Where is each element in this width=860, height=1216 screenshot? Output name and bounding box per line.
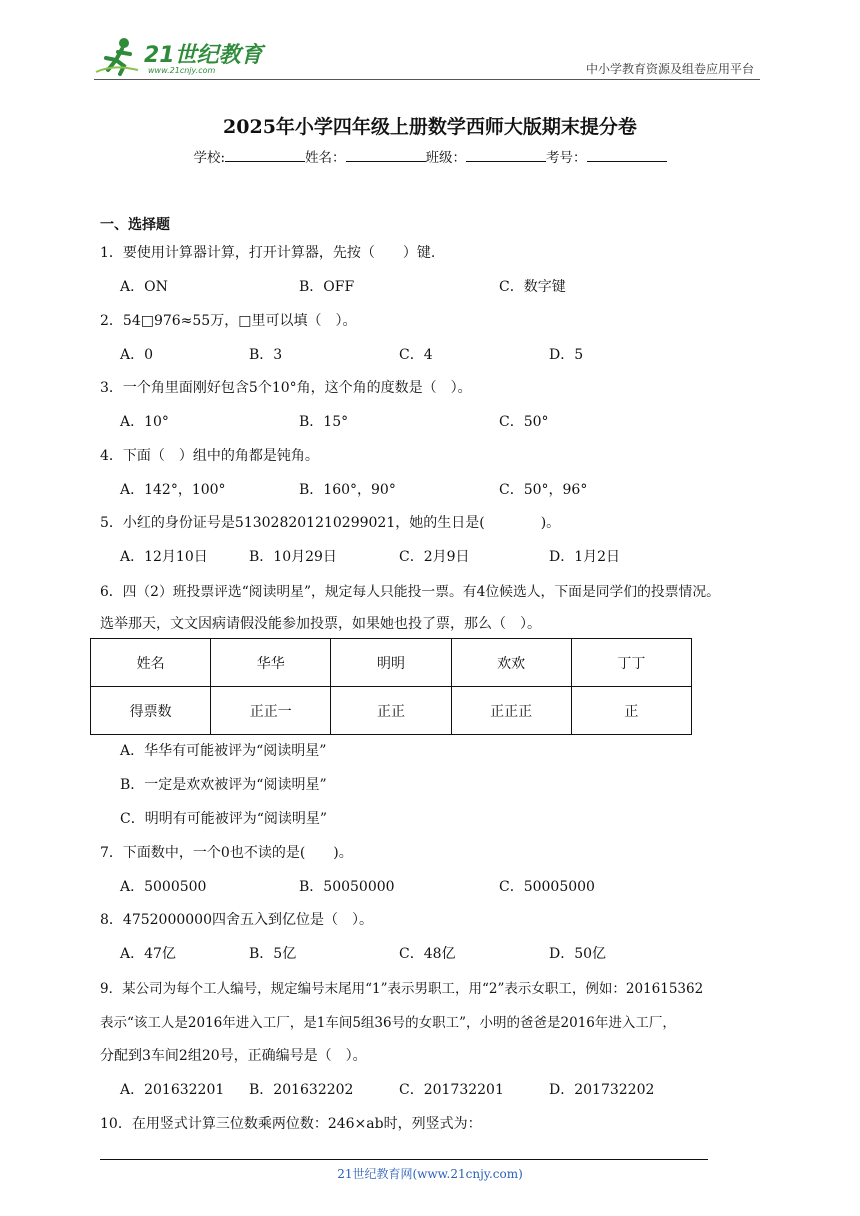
q3-option-c[interactable]: C．50° — [499, 414, 549, 430]
q9-option-d[interactable]: D．201732202 — [549, 1082, 655, 1098]
q4-option-a[interactable]: A．142°，100° — [120, 482, 226, 498]
q2-option-a[interactable]: A．0 — [120, 347, 154, 363]
table-cell: 姓名 — [91, 639, 211, 687]
school-blank[interactable] — [225, 149, 305, 162]
table-cell: 正 — [571, 687, 691, 735]
q4-option-c[interactable]: C．50°，96° — [499, 482, 588, 498]
q5-option-c[interactable]: C．2月9日 — [399, 549, 470, 565]
q8-option-d[interactable]: D．50亿 — [549, 946, 607, 962]
footer-divider — [100, 1159, 708, 1160]
question-4: 4．下面（ ）组中的角都是钝角。 — [100, 448, 319, 464]
table-row — [91, 639, 692, 687]
question-9: 9．某公司为每个工人编号，规定编号末尾用“1”表示男职工，用“2”表示女职工，例如：201615362 — [100, 981, 704, 997]
q7-option-b[interactable]: B．50050000 — [299, 879, 395, 895]
q1-option-c[interactable]: C．数字键 — [499, 279, 566, 295]
class-blank[interactable] — [466, 149, 546, 162]
section-heading: 一、选择题 — [100, 217, 170, 233]
q6-option-b[interactable]: B．一定是欢欢被评为“阅读明星” — [120, 777, 327, 793]
question-5: 5．小红的身份证号是513028201210299021，她的生日是( )。 — [100, 515, 561, 531]
q3-option-a[interactable]: A．10° — [120, 414, 169, 430]
q9-option-b[interactable]: B．201632202 — [249, 1082, 354, 1098]
q4-option-b[interactable]: B．160°，90° — [299, 482, 396, 498]
table-cell: 明明 — [331, 639, 451, 687]
exam-no-label: 考号： — [546, 150, 587, 166]
q2-option-d[interactable]: D．5 — [549, 347, 584, 363]
q7-option-c[interactable]: C．50005000 — [499, 879, 595, 895]
page-title: 2025年小学四年级上册数学西师大版期末提分卷 — [223, 116, 637, 138]
table-cell: 正正 — [331, 687, 451, 735]
question-10: 10．在用竖式计算三位数乘两位数：246×ab时，列竖式为： — [100, 1116, 482, 1132]
q1-option-a[interactable]: A．ON — [120, 279, 168, 295]
q8-option-c[interactable]: C．48亿 — [399, 946, 456, 962]
student-info — [0, 146, 860, 166]
platform-name: 中小学教育资源及组卷应用平台 — [585, 62, 754, 76]
question-7: 7．下面数中，一个0也不读的是( )。 — [100, 845, 353, 861]
q6-option-a[interactable]: A．华华有可能被评为“阅读明星” — [120, 743, 327, 759]
question-9-line-3: 分配到3车间2组20号，正确编号是（ ）。 — [100, 1048, 367, 1064]
question-2: 2．54□976≈55万，□里可以填（ ）。 — [100, 313, 357, 329]
exam-no-blank[interactable] — [587, 149, 667, 162]
footer-link[interactable]: 21世纪教育网(www.21cnjy.com) — [337, 1167, 523, 1181]
vote-table — [90, 638, 692, 735]
table-row — [91, 687, 692, 735]
name-label: 姓名： — [305, 150, 346, 166]
q5-option-d[interactable]: D．1月2日 — [549, 549, 621, 565]
school-label: 学校: — [193, 150, 226, 166]
question-6-line-2: 选举那天，文文因病请假没能参加投票，如果她也投了票，那么（ ）。 — [100, 616, 541, 632]
q5-option-a[interactable]: A．12月10日 — [120, 549, 208, 565]
q8-option-a[interactable]: A．47亿 — [120, 946, 176, 962]
table-cell: 正正一 — [211, 687, 331, 735]
question-9-line-2: 表示“该工人是2016年进入工厂，是1车间5组36号的女职工”，小明的爸爸是2016年进入工厂， — [100, 1015, 676, 1031]
q6-option-c[interactable]: C．明明有可能被评为“阅读明星” — [120, 811, 328, 827]
question-3: 3．一个角里面刚好包含5个10°角，这个角的度数是（ ）。 — [100, 380, 472, 396]
class-label: 班级： — [425, 150, 467, 166]
table-cell: 得票数 — [91, 687, 211, 735]
q8-option-b[interactable]: B．5亿 — [249, 946, 297, 962]
q9-option-a[interactable]: A．201632201 — [120, 1082, 225, 1098]
q1-option-b[interactable]: B．OFF — [299, 279, 355, 295]
question-6: 6．四（2）班投票评选“阅读明星”，规定每人只能投一票。有4位候选人，下面是同学们的投票情况。 — [100, 584, 720, 600]
table-cell: 华华 — [211, 639, 331, 687]
header-divider — [94, 79, 760, 80]
q9-option-c[interactable]: C．201732201 — [399, 1082, 504, 1098]
logo-url: www.21cnjy.com — [148, 66, 216, 75]
q5-option-b[interactable]: B．10月29日 — [249, 549, 337, 565]
table-cell: 正正正 — [451, 687, 571, 735]
table-cell: 欢欢 — [451, 639, 571, 687]
question-8: 8．4752000000四舍五入到亿位是（ ）。 — [100, 912, 373, 928]
q7-option-a[interactable]: A．5000500 — [120, 879, 207, 895]
runner-icon — [94, 36, 142, 76]
table-cell: 丁丁 — [571, 639, 691, 687]
q3-option-b[interactable]: B．15° — [299, 414, 349, 430]
question-1: 1．要使用计算器计算，打开计算器，先按（ ）键. — [100, 245, 436, 261]
q2-option-c[interactable]: C．4 — [399, 347, 433, 363]
name-blank[interactable] — [346, 149, 426, 162]
site-logo — [94, 36, 264, 80]
q2-option-b[interactable]: B．3 — [249, 347, 283, 363]
logo-text: 21世纪教育 — [144, 43, 263, 68]
